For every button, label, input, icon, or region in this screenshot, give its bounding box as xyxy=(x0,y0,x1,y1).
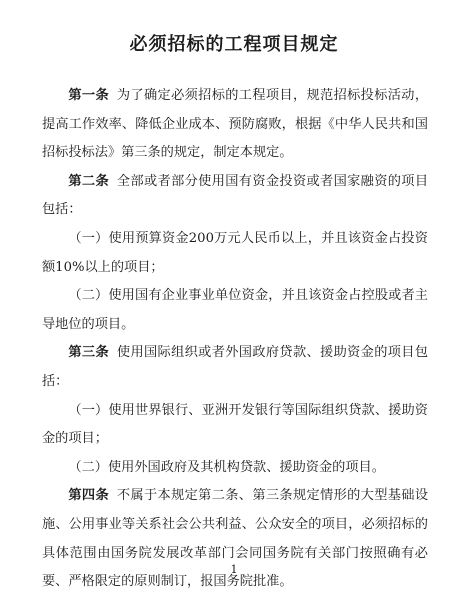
page-number: 1 xyxy=(230,563,238,576)
article-label: 第二条 xyxy=(68,173,110,189)
document-body xyxy=(42,82,428,597)
article-2-paragraph xyxy=(42,168,428,225)
article-text: 全部或者部分使用国有资金投资或者国家融资的项目包括： xyxy=(42,173,429,218)
item-text: （一）使用世界银行、亚洲开发银行等国际组织贷款、援助资金的项目； xyxy=(42,402,428,447)
item-text: （二）使用国有企业事业单位资金，并且该资金占控股或者主导地位的项目。 xyxy=(42,288,428,332)
article-2-item-1 xyxy=(42,225,428,282)
document-title: 必须招标的工程项目规定 xyxy=(129,34,339,55)
article-3-paragraph xyxy=(42,339,428,396)
article-3-item-1 xyxy=(42,397,428,454)
article-label: 第四条 xyxy=(68,488,110,504)
article-text: 不属于本规定第二条、第三条规定情形的大型基础设施、公用事业等关系社会公共利益、公众安全的项目，必须招标的具体范围由国务院发展改革部门会同国务院有关部门按照确有必要、严格限定的原则制订，报国务院批准。 xyxy=(42,488,429,590)
article-2-item-2 xyxy=(42,282,428,339)
article-1-paragraph xyxy=(42,82,428,168)
item-text: （二）使用外国政府及其机构贷款、援助资金的项目。 xyxy=(68,459,385,475)
article-3-item-2 xyxy=(42,454,428,483)
article-label: 第一条 xyxy=(68,88,110,103)
article-text: 使用国际组织或者外国政府贷款、援助资金的项目包括： xyxy=(42,345,429,389)
item-text: （一）使用预算资金200万元人民币以上，并且该资金占投资额10%以上的项目； xyxy=(42,230,428,275)
article-label: 第三条 xyxy=(68,345,110,361)
article-4-paragraph xyxy=(42,482,428,596)
article-text: 为了确定必须招标的工程项目，规范招标投标活动，提高工作效率、降低企业成本、预防腐败，根据《中华人民共和国招标投标法》第三条的规定，制定本规定。 xyxy=(42,88,429,161)
